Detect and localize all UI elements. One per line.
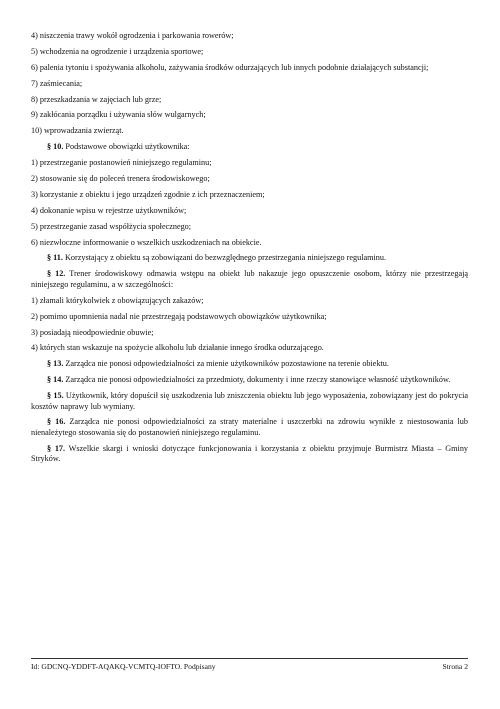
list-item: 5) przestrzeganie zasad współżycia społecznego; bbox=[31, 221, 192, 231]
paragraph-number: § 14. bbox=[47, 375, 64, 385]
paragraph-number: § 15. bbox=[47, 391, 64, 401]
paragraph-text: Wszelkie skargi i wnioski dotyczące funkcjonowania i korzystania z obiektu przyjmuje Burmistrz Miasta – Gminy Stryków. bbox=[31, 443, 469, 464]
paragraph-number: § 17. bbox=[47, 443, 66, 453]
paragraph-number: § 12. bbox=[47, 269, 66, 279]
list-item: 3) korzystanie z obiektu i jego urządzeń zgodnie z ich przeznaczeniem; bbox=[31, 189, 265, 199]
document-id: Id: GDCNQ-YDDFT-AQAKQ-VCMTQ-IOFTO. Podpisany bbox=[31, 662, 216, 671]
paragraph-12 bbox=[31, 269, 468, 290]
list-item: 9) zakłócania porządku i używania słów wulgarnych; bbox=[31, 110, 206, 120]
paragraph-number: § 16. bbox=[47, 417, 66, 427]
paragraph-text: Zarządca nie ponosi odpowiedzialności za mienie użytkowników pozostawione na terenie obiektu. bbox=[63, 359, 389, 369]
paragraph-number: § 11. bbox=[47, 253, 63, 263]
list-item: 4) których stan wskazuje na spożycie alkoholu lub działanie innego środka odurzającego. bbox=[31, 343, 324, 353]
paragraph-10 bbox=[31, 142, 468, 153]
page-number: Strona 2 bbox=[442, 662, 468, 671]
paragraph-11 bbox=[31, 253, 468, 264]
list-item: 6) niezwłoczne informowanie o wszelkich uszkodzeniach na obiekcie. bbox=[31, 237, 262, 247]
paragraph-text: Korzystający z obiektu są zobowiązani do bezwzględnego przestrzegania niniejszego regulaminu. bbox=[62, 253, 386, 263]
list-item: 1) złamali którykolwiek z obowiązujących zakazów; bbox=[31, 295, 204, 305]
list-item: 6) palenia tytoniu i spożywania alkoholu, zażywania środków odurzających lub innych podobnie działających substancji; bbox=[31, 62, 429, 72]
list-item: 3) posiadają nieodpowiednie obuwie; bbox=[31, 327, 154, 337]
page-footer bbox=[31, 662, 468, 671]
paragraph-17 bbox=[31, 444, 468, 465]
list-item: 7) zaśmiecania; bbox=[31, 78, 83, 88]
paragraph-text: Podstawowe obowiązki użytkownika: bbox=[63, 142, 190, 152]
list-item: 2) pomimo upomnienia nadal nie przestrzegają podstawowych obowiązków użytkownika; bbox=[31, 311, 327, 321]
paragraph-text: Trener środowiskowy odmawia wstępu na obiekt lub nakazuje jego opuszczenie osobom, którzy nie przestrzegają niniejszego regulaminu, a w szczególności: bbox=[31, 269, 468, 289]
paragraph-16 bbox=[31, 417, 468, 438]
paragraph-text: Użytkownik, który dopuścił się uszkodzenia lub zniszczenia obiektu lub jego wyposażenia, zobowiązany jest do pokrycia kosztów naprawy lub wymiany. bbox=[31, 391, 469, 411]
paragraph-text: Zarządca nie ponosi odpowiedzialności za przedmioty, dokumenty i inne rzeczy stanowiące własność użytkowników. bbox=[63, 375, 451, 385]
footer-divider bbox=[31, 658, 468, 659]
paragraph-text: Zarządca nie ponosi odpowiedzialności za straty materialne i uszczerbki na zdrowiu wynikłe z niestosowania lub nienależytego stosowania się do postanowień niniejszego regulaminu. bbox=[31, 417, 468, 437]
list-item: 4) niszczenia trawy wokół ogrodzenia i parkowania rowerów; bbox=[31, 31, 234, 40]
paragraph-15 bbox=[31, 391, 468, 412]
list-item: 4) dokonanie wpisu w rejestrze użytkowników; bbox=[31, 205, 187, 215]
list-item: 2) stosowanie się do poleceń trenera środowiskowego; bbox=[31, 174, 210, 184]
list-item: 10) wprowadzania zwierząt. bbox=[31, 126, 124, 136]
list-item: 8) przeszkadzania w zajęciach lub grze; bbox=[31, 94, 162, 104]
paragraph-14 bbox=[31, 375, 468, 386]
document-body bbox=[31, 31, 468, 470]
paragraph-13 bbox=[31, 359, 468, 370]
list-item: 5) wchodzenia na ogrodzenie i urządzenia sportowe; bbox=[31, 46, 204, 56]
paragraph-number: § 13. bbox=[47, 359, 64, 369]
list-item: 1) przestrzeganie postanowień niniejszego regulaminu; bbox=[31, 158, 212, 168]
paragraph-number: § 10. bbox=[47, 142, 64, 152]
